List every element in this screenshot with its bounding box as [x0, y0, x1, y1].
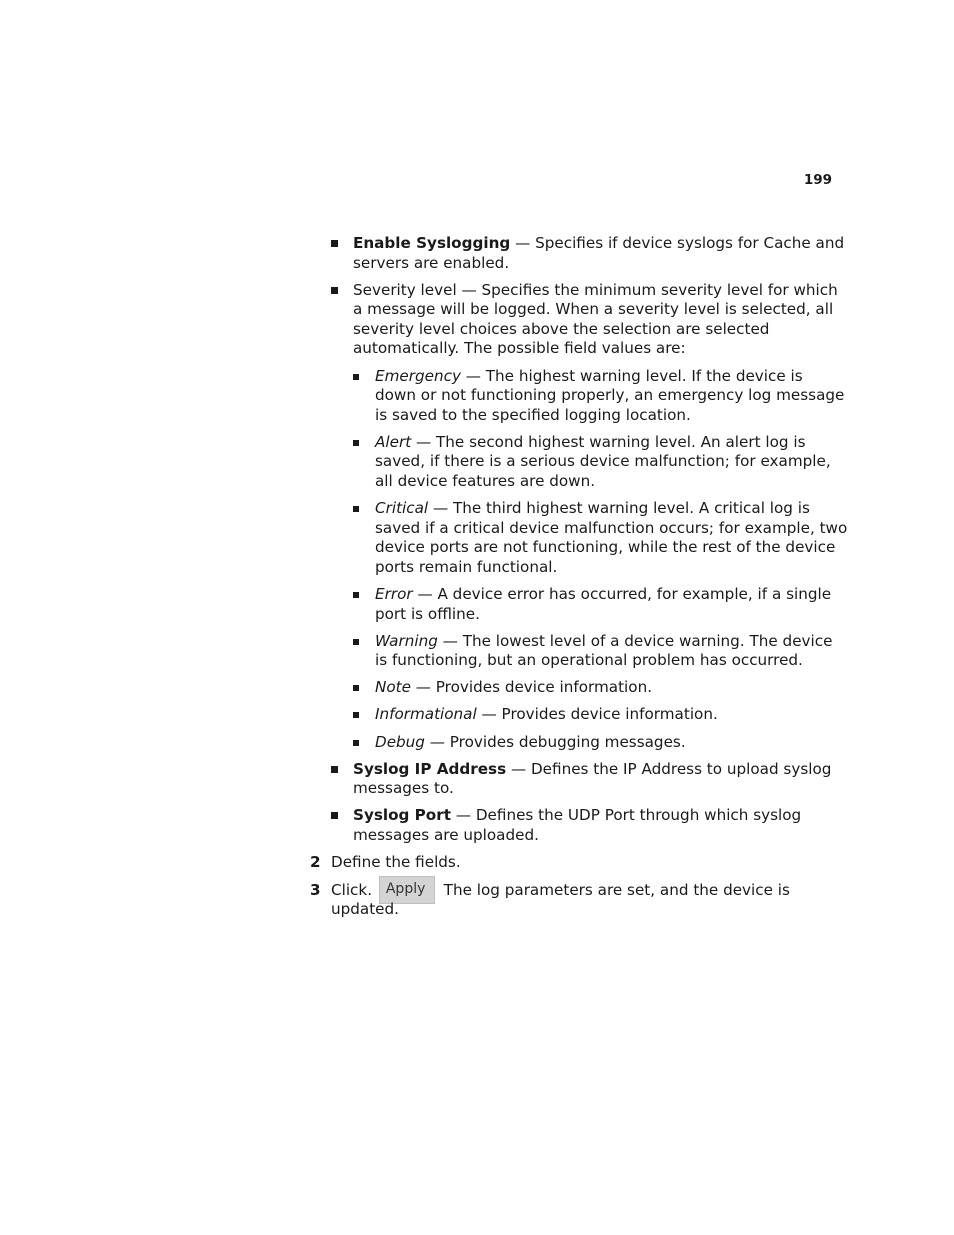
list-item-syslog-ip-address	[308, 760, 848, 799]
severity-description: — The second highest warning level. An alert log is saved, if there is a serious device malfunction; for example, all device features are down.	[375, 432, 831, 491]
square-bullet-icon	[331, 766, 338, 773]
page-number: 199	[803, 172, 832, 188]
step-text-before: Click.	[331, 880, 377, 899]
square-bullet-icon	[353, 374, 359, 380]
field-description: — Specifies the minimum severity level for which a message will be logged. When a severity level is selected, all severity level choices above the selection are selected automatically. The possible field values are:	[353, 280, 838, 358]
list-item-syslog-port	[308, 806, 848, 845]
field-description: — Defines the UDP Port through which syslog messages are uploaded.	[353, 806, 802, 844]
list-item-alert	[353, 433, 848, 492]
square-bullet-icon	[353, 712, 359, 718]
severity-description: — Provides device information.	[476, 705, 718, 724]
square-bullet-icon	[331, 812, 338, 819]
square-bullet-icon	[331, 240, 338, 247]
field-term: Syslog IP Address	[353, 759, 507, 778]
square-bullet-icon	[331, 287, 338, 294]
severity-term: Note	[375, 678, 411, 697]
severity-description: — Provides debugging messages.	[424, 732, 686, 751]
list-item-warning	[353, 632, 848, 671]
severity-term: Critical	[375, 499, 429, 518]
list-item-critical	[353, 499, 848, 577]
list-item-error	[353, 585, 848, 624]
field-description: — Specifies if device syslogs for Cache and servers are enabled.	[353, 234, 845, 272]
list-item-informational	[353, 705, 848, 725]
severity-term: Alert	[375, 432, 412, 451]
step-list	[308, 853, 848, 920]
field-term: Syslog Port	[353, 806, 451, 825]
step-number: 2	[310, 853, 321, 872]
list-item-severity-level	[308, 281, 848, 752]
apply-button[interactable]: Apply	[379, 876, 435, 904]
step-text: Define the fields.	[331, 853, 461, 872]
field-list	[308, 234, 848, 846]
field-description: — Defines the IP Address to upload syslog messages to.	[353, 759, 832, 798]
list-item-note	[353, 678, 848, 698]
severity-term: Error	[375, 585, 413, 603]
severity-description: — A device error has occurred, for example, if a single port is offline.	[375, 585, 832, 623]
step-text-after: The log parameters are set, and the device is updated.	[331, 880, 790, 919]
field-term: Severity level	[353, 280, 457, 299]
square-bullet-icon	[353, 685, 359, 691]
step-number: 3	[310, 880, 321, 899]
step-item	[308, 853, 848, 873]
main-content	[308, 234, 848, 928]
severity-level-list	[353, 367, 848, 753]
severity-term: Debug	[375, 732, 425, 751]
step-item	[308, 881, 848, 920]
list-item-enable-syslogging	[308, 234, 848, 273]
severity-description: — The highest warning level. If the device is down or not functioning properly, an emergency log message is saved to the specified logging location.	[375, 366, 845, 424]
severity-description: — Provides device information.	[410, 678, 653, 697]
square-bullet-icon	[353, 592, 359, 598]
severity-term: Warning	[375, 631, 438, 650]
severity-description: — The lowest level of a device warning. The device is functioning, but an operational problem has occurred.	[375, 631, 833, 670]
field-term: Enable Syslogging	[353, 234, 511, 252]
list-item-emergency	[353, 367, 848, 426]
square-bullet-icon	[353, 440, 359, 446]
square-bullet-icon	[353, 740, 359, 746]
severity-description: — The third highest warning level. A critical log is saved if a critical device malfunction occurs; for example, two device ports are not functioning, while the rest of the device ports remain functional.	[375, 499, 848, 576]
list-item-debug	[353, 733, 848, 753]
severity-term: Emergency	[375, 366, 461, 385]
square-bullet-icon	[353, 639, 359, 645]
square-bullet-icon	[353, 506, 359, 512]
severity-term: Informational	[375, 705, 477, 724]
